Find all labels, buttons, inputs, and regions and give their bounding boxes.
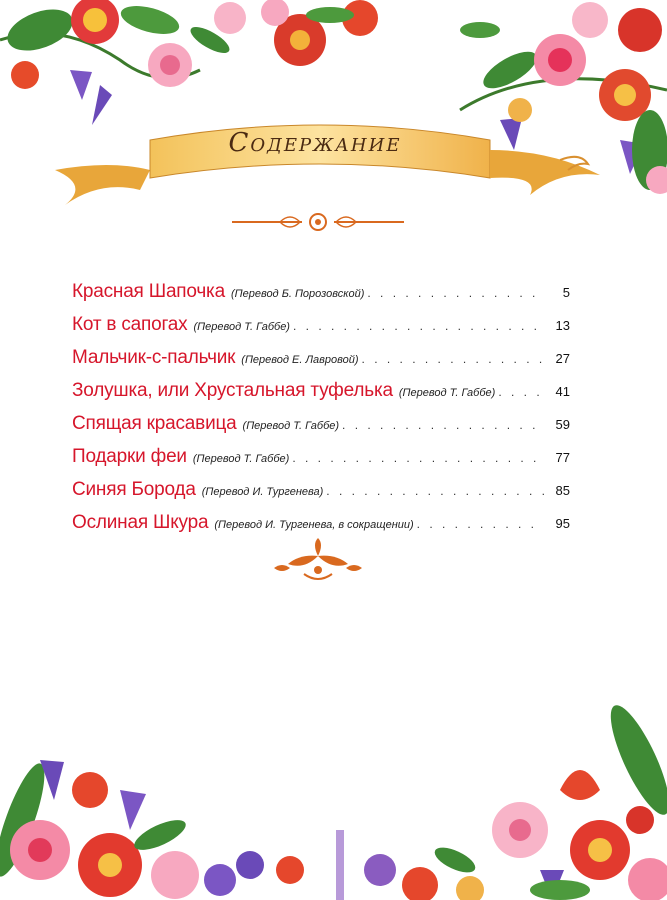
toc-entry[interactable] — [72, 314, 570, 347]
toc-entry-page: 95 — [555, 516, 570, 531]
dot-leader — [367, 286, 544, 300]
dot-leader — [362, 352, 544, 366]
toc-entry-translator: (Перевод И. Тургенева) — [201, 486, 324, 498]
toc-entry-page: 5 — [562, 285, 570, 300]
toc-entry[interactable] — [72, 281, 570, 314]
toc-entry-title: Спящая красавица — [72, 413, 237, 434]
toc-entry[interactable] — [72, 347, 570, 380]
toc-entry-translator: (Перевод Т. Габбе) — [192, 453, 290, 465]
toc-entry-title: Мальчик-с-пальчик — [72, 347, 236, 368]
divider-ornament-icon — [232, 214, 404, 230]
toc-entry-page: 85 — [555, 483, 570, 498]
toc-entry[interactable] — [72, 479, 570, 512]
toc-entry-page: 59 — [555, 417, 570, 432]
toc-entry-page: 27 — [555, 351, 570, 366]
dot-leader — [293, 319, 544, 333]
toc-entry-title: Ослиная Шкура — [72, 512, 209, 533]
toc-entry-title: Подарки феи — [72, 446, 187, 467]
toc-entry-translator: (Перевод Т. Габбе) — [398, 387, 496, 399]
dot-leader — [498, 385, 544, 399]
toc-entry-page: 77 — [555, 450, 570, 465]
dot-leader — [417, 517, 544, 531]
toc-entry-title: Золушка, или Хрустальная туфелька — [72, 380, 393, 401]
toc-entry[interactable] — [72, 446, 570, 479]
toc-entry-page: 41 — [555, 384, 570, 399]
top-left-flowers-icon — [0, 0, 378, 125]
table-of-contents — [72, 281, 570, 545]
dot-leader — [342, 418, 544, 432]
bottom-right-flowers-icon — [492, 699, 667, 900]
toc-entry-title: Красная Шапочка — [72, 281, 225, 302]
toc-entry[interactable] — [72, 512, 570, 545]
dot-leader — [292, 451, 544, 465]
toc-entry-title: Синяя Борода — [72, 479, 196, 500]
toc-entry[interactable] — [72, 380, 570, 413]
toc-entry-translator: (Перевод Т. Габбе) — [193, 321, 290, 333]
toc-entry-translator: (Перевод Е. Лавровой) — [241, 354, 359, 366]
toc-entry-page: 13 — [555, 318, 570, 333]
toc-entry-title: Кот в сапогах — [72, 314, 188, 335]
toc-entry-translator: (Перевод Т. Габбе) — [242, 420, 340, 432]
dot-leader — [326, 484, 544, 498]
bottom-left-flowers-icon — [0, 759, 484, 900]
toc-entry-translator: (Перевод Б. Порозовской) — [230, 288, 365, 300]
toc-entry-translator: (Перевод И. Тургенева, в сокращении) — [214, 519, 414, 531]
contents-heading: Содержание — [228, 128, 402, 158]
toc-entry[interactable] — [72, 413, 570, 446]
